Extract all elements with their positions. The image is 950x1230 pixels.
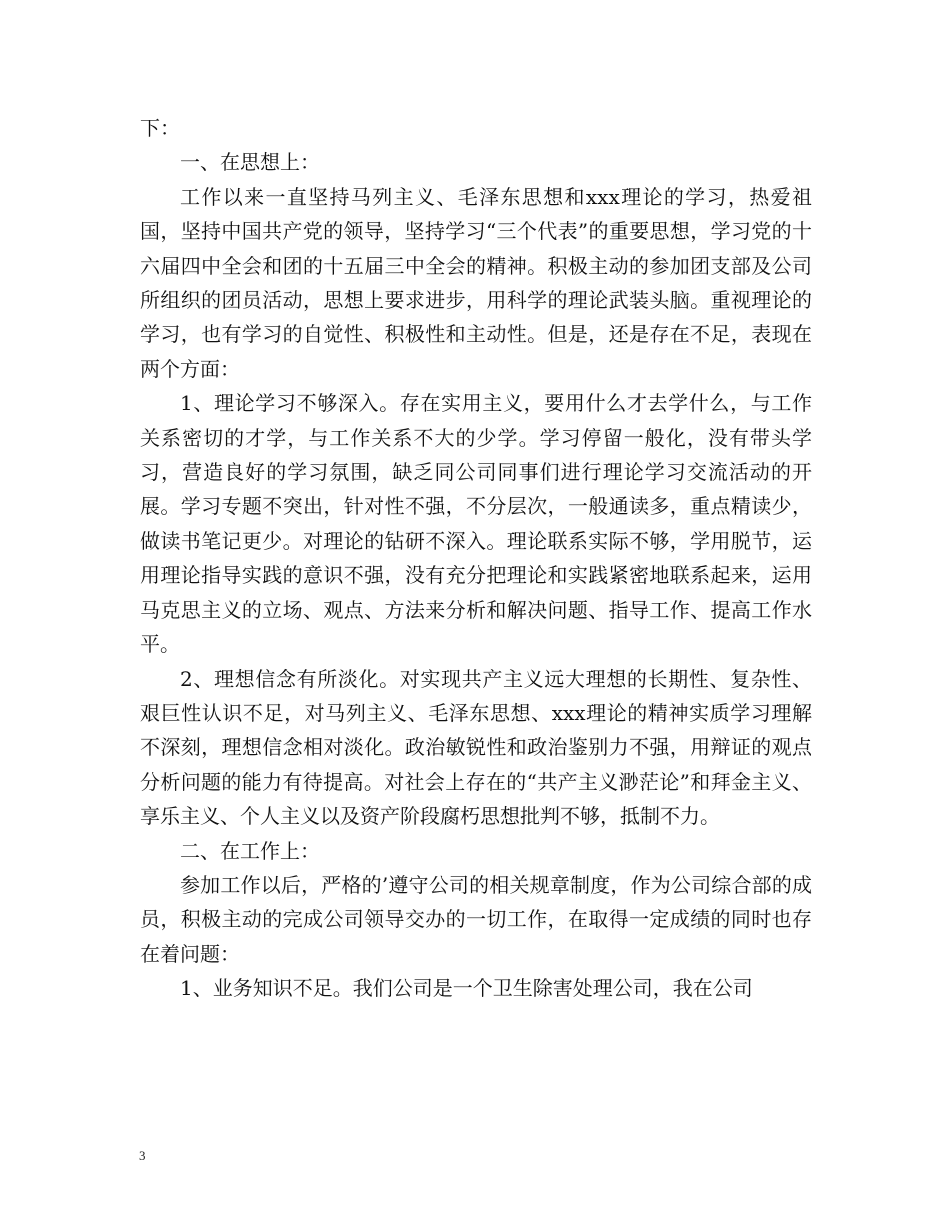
paragraph-ideals-belief: 2、理想信念有所淡化。对实现共产主义远大理想的长期性、复杂性、艰巨性认识不足，对马列主义、毛泽东思想、xxx理论的精神实质学习理解不深刻，理想信念相对淡化。政治敏锐性和政治鉴别力不强，用辩证的观点分析问题的能力有待提高。对社会上存在的“共产主义渺茫论”和拜金主义、享乐主义、个人主义以及资产阶段腐朽思想批判不够，抵制不力。 xyxy=(140,666,812,829)
section-heading-thought: 一、在思想上： xyxy=(180,150,320,175)
paragraph-theory-study: 1、理论学习不够深入。存在实用主义，要用什么才去学什么，与工作关系密切的才学，与工作关系不大的少学。学习停留一般化，没有带头学习，营造良好的学习氛围，缺乏同公司同事们进行理论学习交流活动的开展。学习专题不突出，针对性不强，不分层次，一般通读多，重点精读少，做读书笔记更少。对理论的钻研不深入。理论联系实际不够，学用脱节，运用理论指导实践的意识不强，没有充分把理论和实践紧密地联系起来，运用马克思主义的立场、观点、方法来分析和解决问题、指导工作、提高工作水平。 xyxy=(140,391,812,657)
document-body xyxy=(140,111,812,1006)
paragraph-thought-summary: 工作以来一直坚持马列主义、毛泽东思想和xxx理论的学习，热爱祖国，坚持中国共产党的领导，坚持学习“三个代表”的重要思想，学习党的十六届四中全会和团的十五届三中全会的精神。积极主动的参加团支部及公司所组织的团员活动，思想上要求进步，用科学的理论武装头脑。重视理论的学习，也有学习的自觉性、积极性和主动性。但是，还是存在不足，表现在两个方面： xyxy=(140,184,812,381)
paragraph-business-knowledge: 1、业务知识不足。我们公司是一个卫生除害处理公司，我在公司 xyxy=(180,976,753,1001)
paragraph-continuation: 下： xyxy=(140,116,180,140)
paragraph-work-summary: 参加工作以后，严格的’遵守公司的相关规章制度，作为公司综合部的成员，积极主动的完成公司领导交办的一切工作，在取得一定成绩的同时也存在着问题： xyxy=(140,872,812,966)
section-heading-work: 二、在工作上： xyxy=(180,838,320,863)
page-number: 3 xyxy=(139,1148,146,1163)
